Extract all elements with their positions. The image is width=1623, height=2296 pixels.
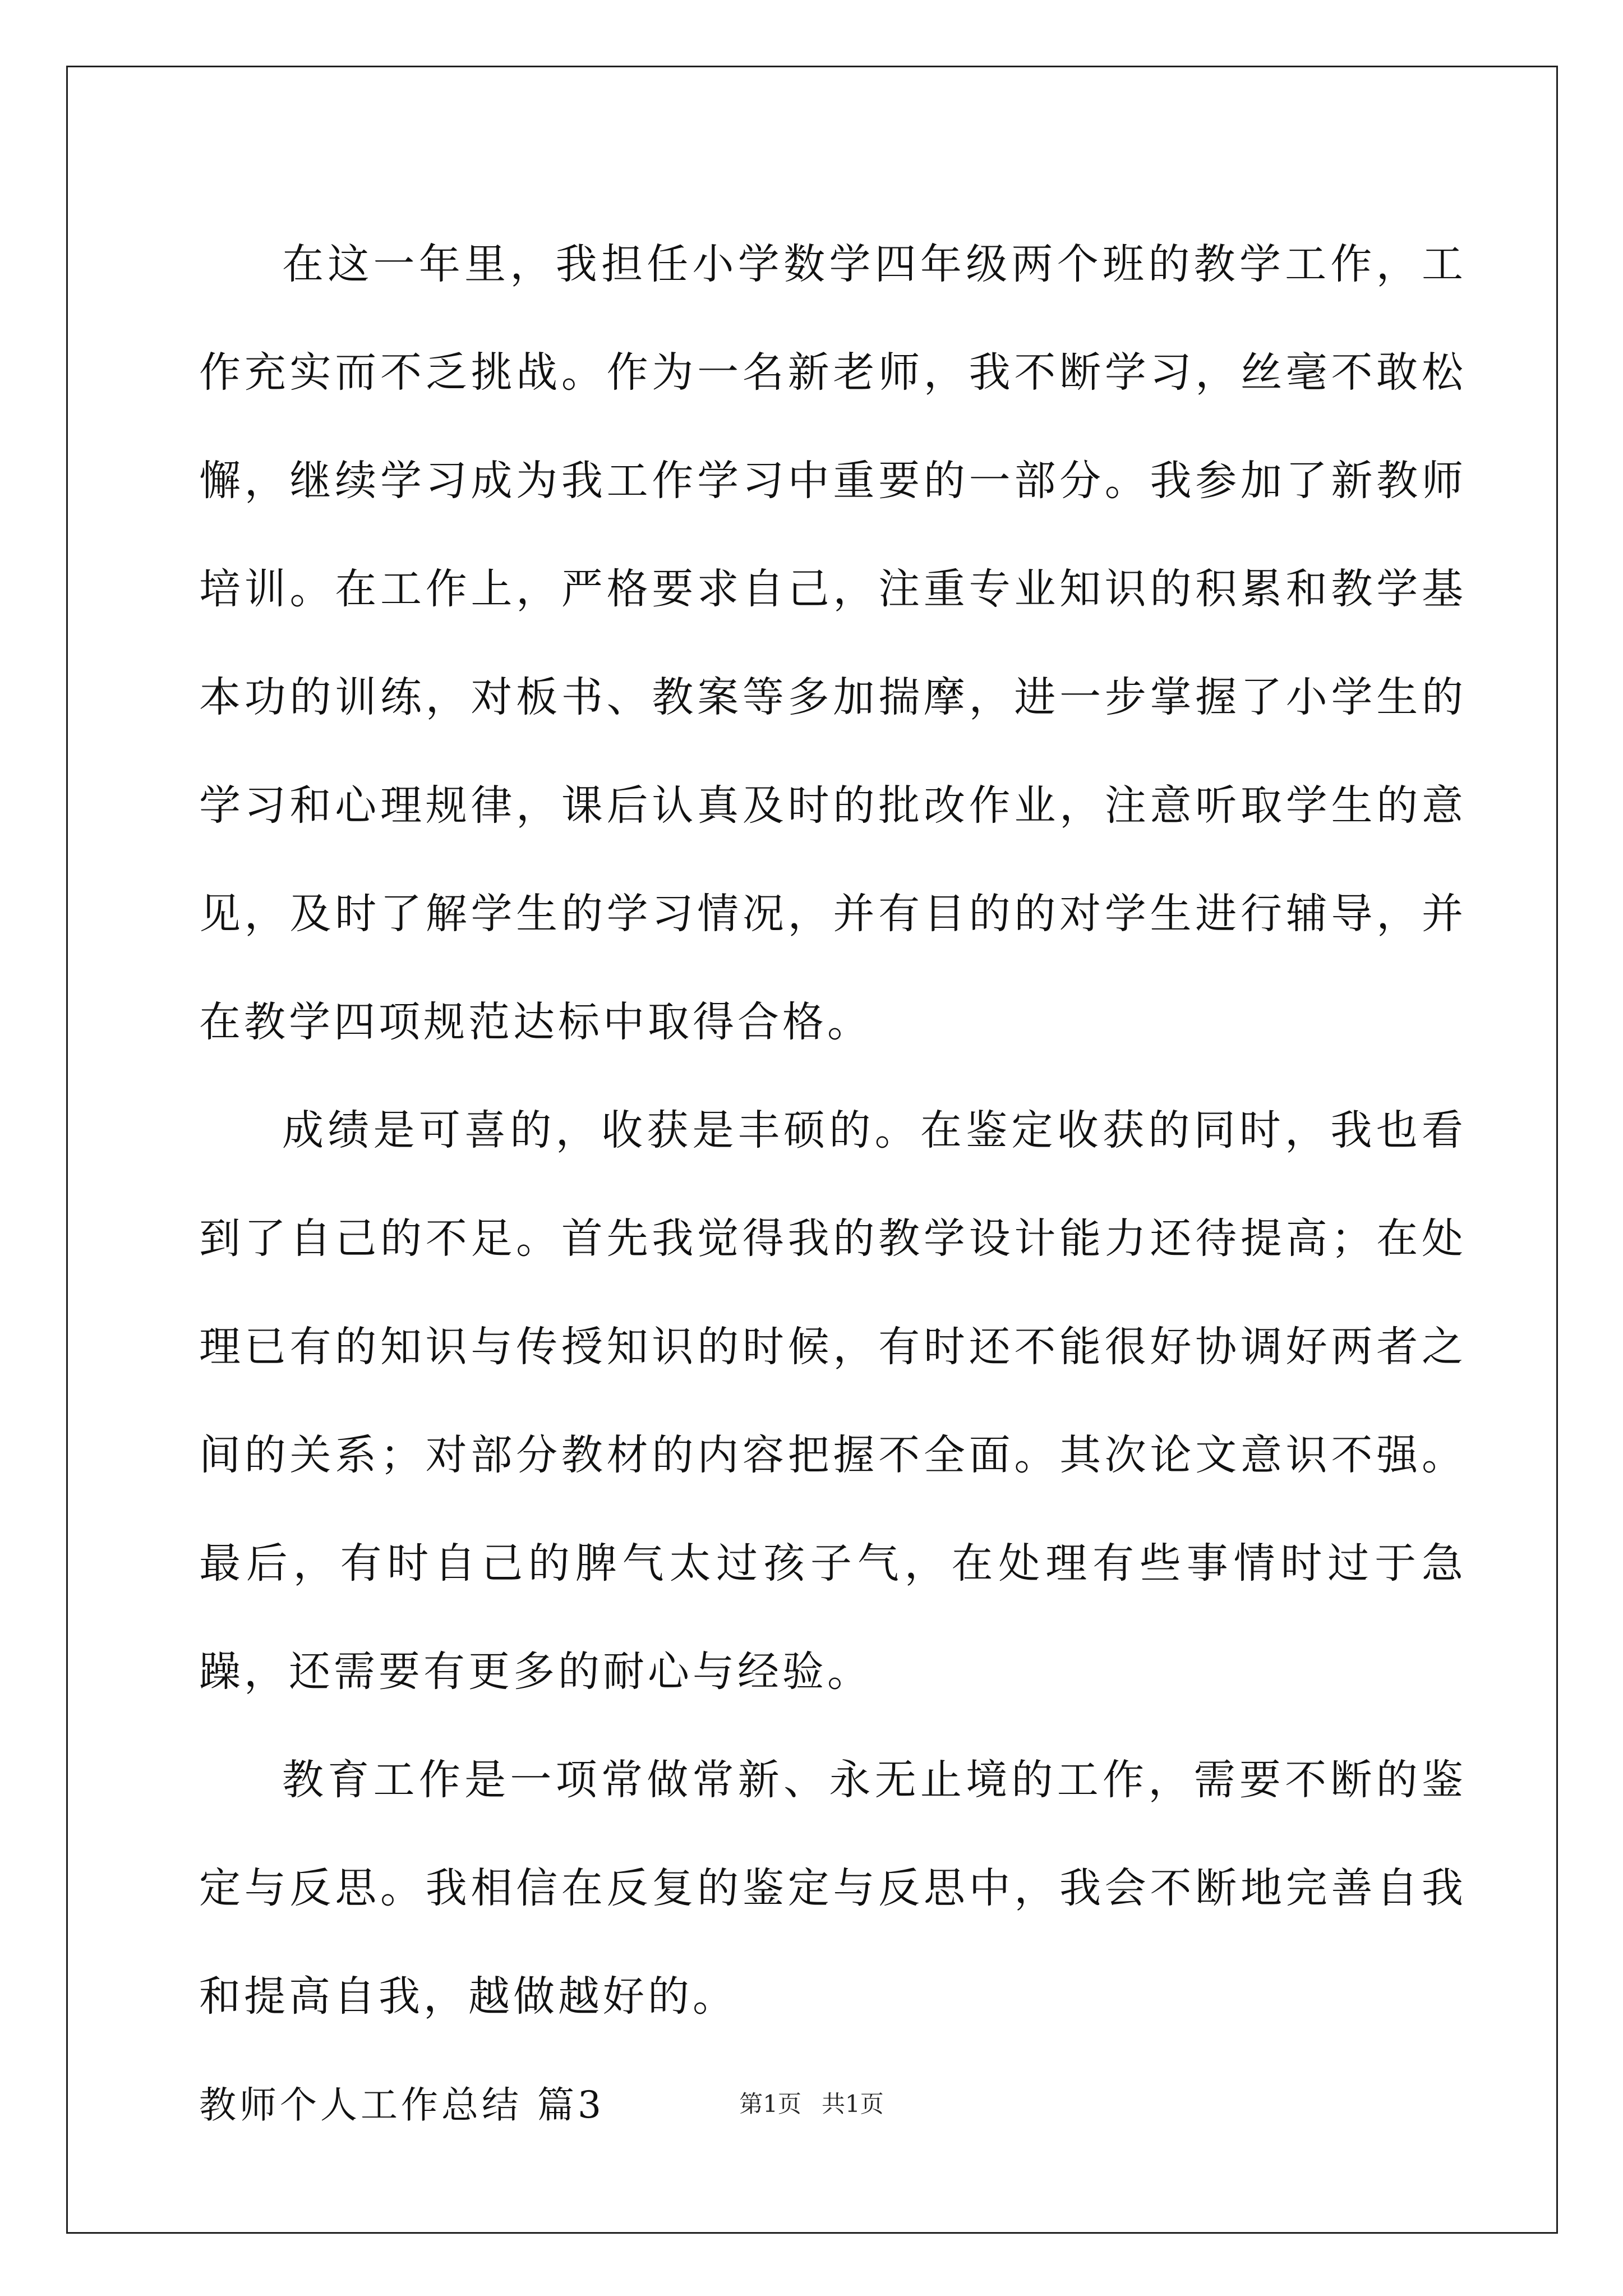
section-heading: 教师个人工作总结 篇3 [199, 2083, 605, 2127]
paragraph-3: 教育工作是一项常做常新、永无止境的工作，需要不断的鉴定与反思。我相信在反复的鉴定与反思中，我会不断地完善自我和提高自我，越做越好的。 [199, 1756, 1467, 2021]
document-body [199, 210, 1467, 2159]
page-number-total: 共1页 [822, 2090, 884, 2118]
paragraph-1: 在这一年里，我担任小学数学四年级两个班的教学工作，工作充实而不乏挑战。作为一名新老师，我不断学习，丝毫不敢松懈，继续学习成为我工作学习中重要的一部分。我参加了新教师培训。在工作上，严格要求自己，注重专业知识的积累和教学基本功的训练，对板书、教案等多加揣摩，进一步掌握了小学生的学习和心理规律，课后认真及时的批改作业，注意听取学生的意见，及时了解学生的学习情况，并有目的的对学生进行辅导，并在教学四项规范达标中取得合格。 [199, 240, 1467, 1046]
paragraph-2: 成绩是可喜的，收获是丰硕的。在鉴定收获的同时，我也看到了自己的不足。首先我觉得我的教学设计能力还待提高；在处理已有的知识与传授知识的时候，有时还不能很好协调好两者之间的关系；对部分教材的内容把握不全面。其次论文意识不强。最后，有时自己的脾气太过孩子气，在处理有些事情时过于急躁，还需要有更多的耐心与经验。 [199, 1106, 1467, 1696]
page-number-current: 第1页 [739, 2090, 801, 2118]
page-footer [0, 2086, 1623, 2119]
